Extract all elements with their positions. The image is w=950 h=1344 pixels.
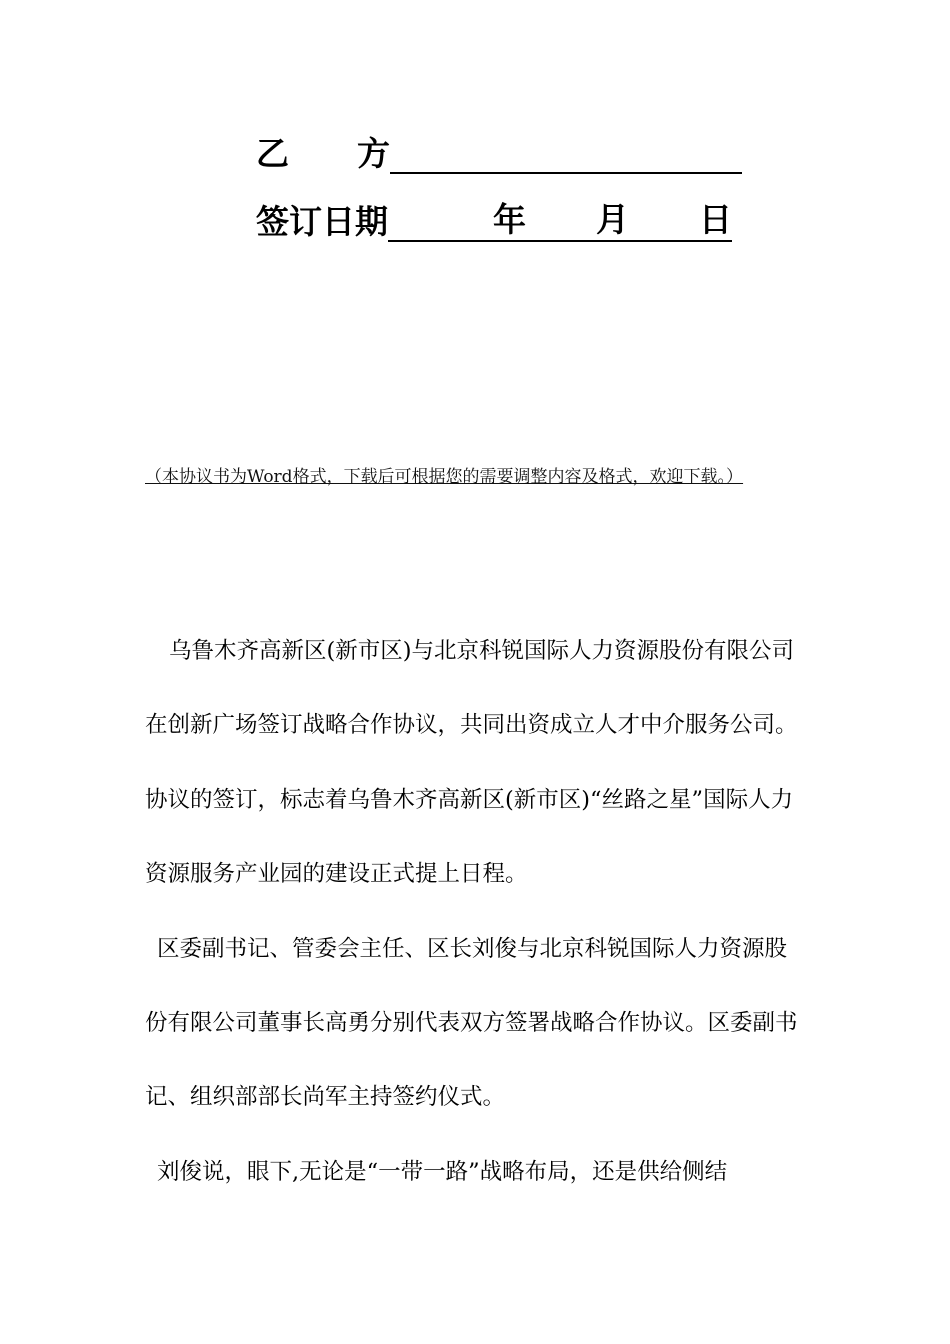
paragraph: 刘俊说，眼下,无论是“一带一路”战略布局，还是供给侧结	[157, 1158, 728, 1185]
signing-date-label: 签订日期	[256, 202, 388, 241]
format-note: （本协议书为Word格式，下载后可根据您的需要调整内容及格式，欢迎下载。）	[145, 467, 744, 487]
paragraph: 乌鲁木齐高新区(新市区)与北京科锐国际人力资源股份有限公司在创新广场签订战略合作协议，共同出资成立人才中介服务公司。协议的签订，标志着乌鲁木齐高新区(新市区)“丝路之星”国际人力资源服务产业园的建设正式提上日程。	[145, 638, 798, 888]
month-label: 月	[596, 200, 629, 239]
document-body	[145, 614, 807, 1209]
party-b-label: 乙	[256, 134, 289, 173]
day-label: 日	[699, 200, 732, 239]
party-b-blank[interactable]	[390, 138, 742, 174]
year-label: 年	[493, 200, 526, 239]
party-b-line	[256, 134, 742, 174]
party-b-label-2: 方	[357, 134, 390, 173]
signing-date-line	[256, 200, 732, 242]
paragraph: 区委副书记、管委会主任、区长刘俊与北京科锐国际人力资源股份有限公司董事长高勇分别代表双方签署战略合作协议。区委副书记、组织部部长尚军主持签约仪式。	[145, 935, 798, 1111]
signing-date-field[interactable]	[388, 200, 732, 242]
